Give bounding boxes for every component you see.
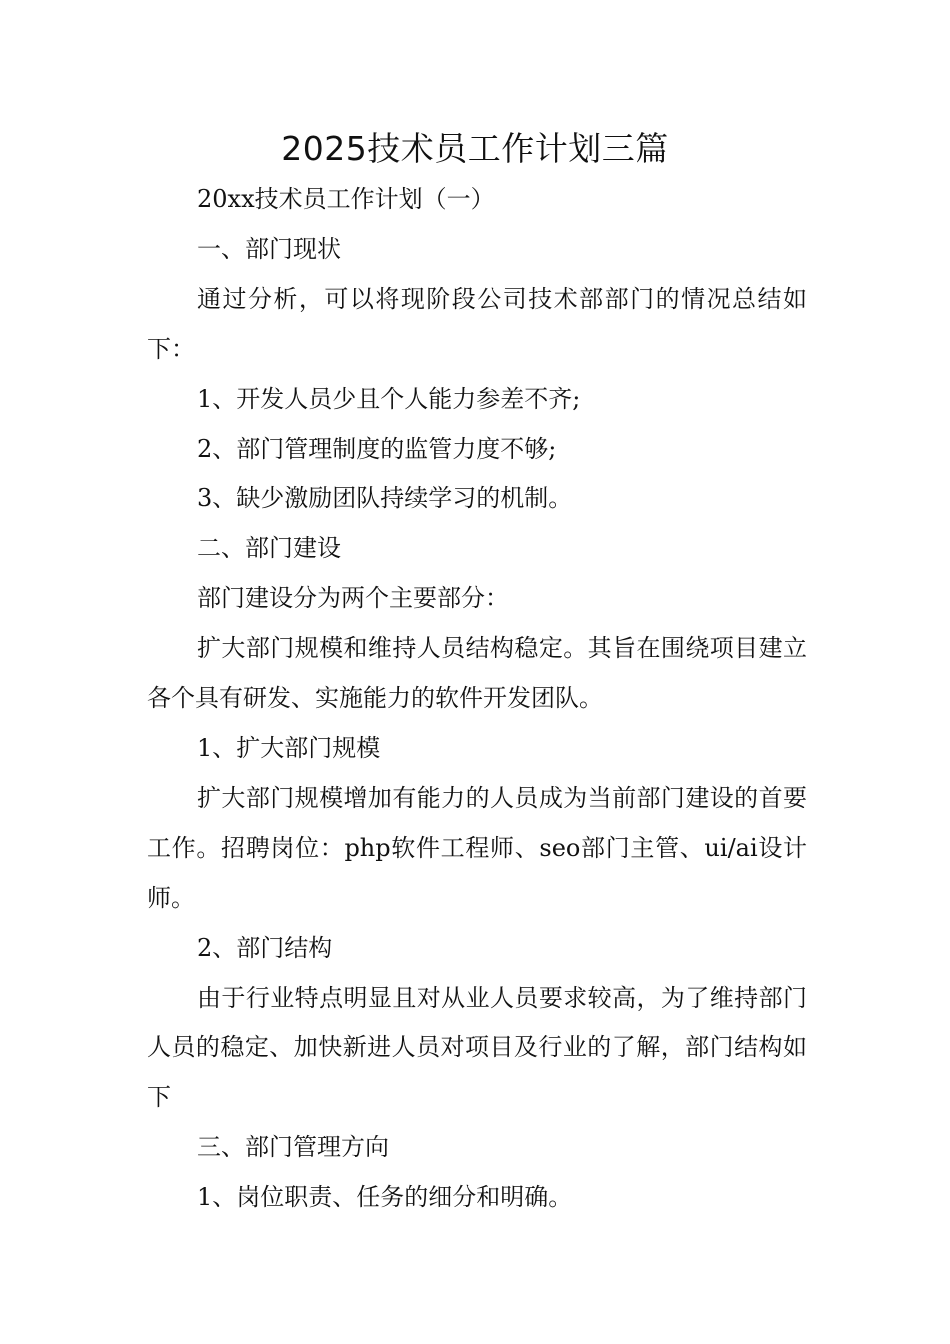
paragraph-structure-detail: 由于行业特点明显且对从业人员要求较高，为了维持部门人员的稳定、加快新进人员对项目及行业的了解，部门结构如下 [147,983,807,1112]
paragraph-building-detail: 扩大部门规模和维持人员结构稳定。其旨在围绕项目建立各个具有研发、实施能力的软件开发团队。 [147,634,807,713]
list-item-2: 2、部门管理制度的监管力度不够; [197,434,557,463]
paragraph-building-intro: 部门建设分为两个主要部分： [197,584,509,613]
section-heading-status: 一、部门现状 [197,234,341,263]
subheading-structure: 2、部门结构 [197,933,333,962]
subheading-expand: 1、扩大部门规模 [197,733,381,762]
section-heading-building: 二、部门建设 [197,534,341,563]
section-subtitle: 20xx技术员工作计划（一） [197,185,495,213]
list-item-1: 1、开发人员少且个人能力参差不齐; [197,384,581,413]
document-title: 2025技术员工作计划三篇 [281,129,669,168]
document-body [147,175,807,1223]
section-heading-management: 三、部门管理方向 [197,1133,389,1162]
list-item-management-1: 1、岗位职责、任务的细分和明确。 [197,1183,573,1212]
list-item-3: 3、缺少激励团队持续学习的机制。 [197,484,573,513]
paragraph-expand-detail: 扩大部门规模增加有能力的人员成为当前部门建设的首要工作。招聘岗位：php软件工程师、seo部门主管、ui/ai设计师。 [147,783,807,912]
paragraph-analysis: 通过分析，可以将现阶段公司技术部部门的情况总结如下： [147,284,807,363]
